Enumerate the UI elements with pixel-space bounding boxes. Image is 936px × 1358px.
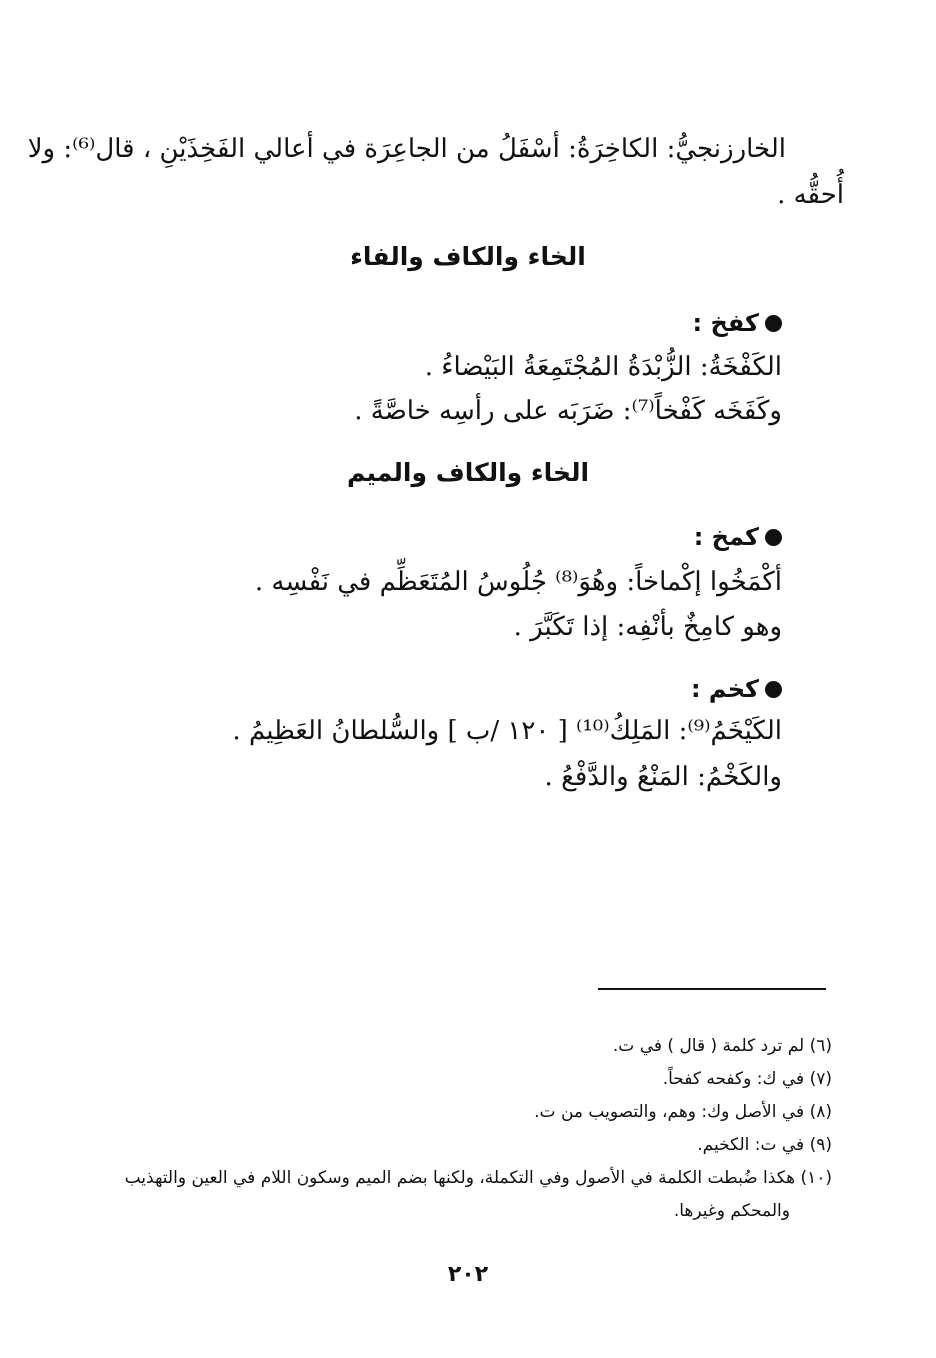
entry-heading-kmkh [694, 520, 782, 554]
intro-line-1: الخارزنجيُّ: الكاخِرَةُ: أسْفَلُ من الجاعِرَة في أعالي الفَخِذَيْنِ ، قال⁽⁶⁾: ولا [27, 134, 786, 164]
entry-heading-kkhm [691, 672, 782, 706]
section-heading-kha-kaf-mim: الخاء والكاف والميم [346, 458, 590, 487]
bullet-icon [765, 315, 782, 332]
page-number: ٢٠٢ [447, 1262, 489, 1287]
footnote-10: (١٠) هكذا ضُبطت الكلمة في الأصول وفي التكملة، ولكنها بضم الميم وسكون اللام في العين والتهذيب [124, 1168, 832, 1188]
footnote-7: (٧) في ك: وكفحه كفحاً. [662, 1069, 832, 1089]
entry-heading-label: كخم : [690, 675, 759, 703]
entry-line: وهو كامِخٌ بأنْفِه: إذا تَكَبَّرَ . [513, 612, 782, 642]
entry-heading-kfkh [693, 306, 782, 340]
section-heading-kha-kaf-fa: الخاء والكاف والفاء [350, 242, 586, 271]
entry-line: وكَفَخَه كَفْخاً⁽⁷⁾: ضَرَبَه على رأسِه خاصَّةً . [354, 396, 782, 426]
footnote-10-continuation: والمحكم وغيرها. [673, 1201, 790, 1221]
entry-line: والكَخْمُ: المَنْعُ والدَّفْعُ . [544, 762, 782, 792]
footnote-divider [598, 988, 826, 990]
entry-line: أكْمَخُوا إكْماخاً: وهُوَ⁽⁸⁾ جُلُوسُ المُتَعَظِّم في نَفْسِه . [254, 567, 782, 597]
entry-line: الكَيْخَمُ⁽⁹⁾: المَلِكُ⁽¹⁰⁾ [ ١٢٠ /ب ] والسُّلطانُ العَظِيمُ . [232, 716, 782, 746]
entry-heading-label: كمخ : [693, 523, 759, 551]
footnote-8: (٨) في الأصل وك: وهم، والتصويب من ت. [534, 1102, 832, 1122]
entry-heading-label: كفخ : [692, 309, 759, 337]
bullet-icon [765, 529, 782, 546]
entry-line: الكَفْخَةُ: الزُّبْدَةُ المُجْتَمِعَةُ البَيْضاءُ . [424, 352, 782, 382]
footnote-9: (٩) في ت: الكخيم. [697, 1135, 832, 1155]
footnote-6: (٦) لم ترد كلمة ( قال ) في ت. [612, 1036, 832, 1056]
bullet-icon [765, 681, 782, 698]
intro-line-2: أُحقُّه . [777, 180, 844, 210]
